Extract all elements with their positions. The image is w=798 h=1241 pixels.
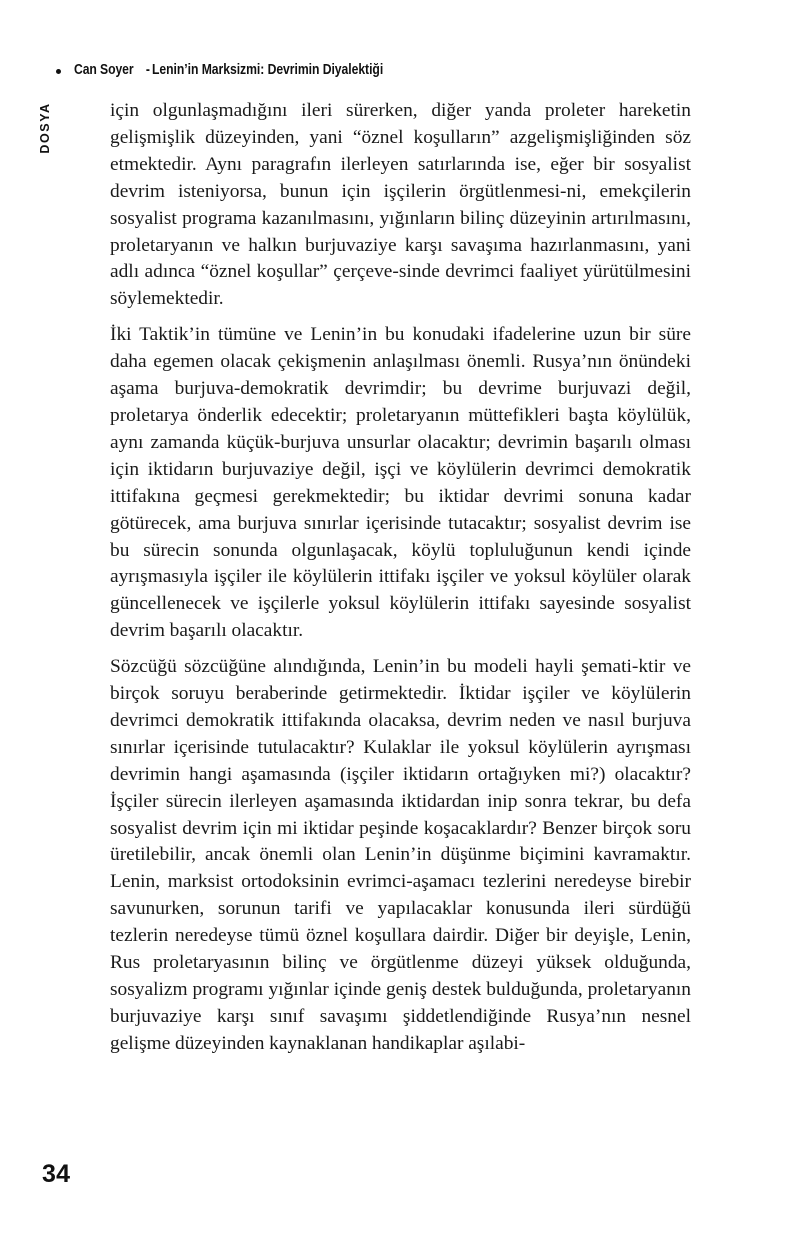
header-separator: - [145,62,150,78]
header-author: Can Soyer [74,61,134,78]
header-article-title: Lenin’in Marksizmi: Devrimin Diyalektiği [151,61,383,78]
paragraph: Sözcüğü sözcüğüne alındığında, Lenin’in bu modeli hayli şemati-ktir ve birçok soruyu beraberinde getirmektedir. İktidar işçiler ve köylülerin devrimci demokratik ittifakında olacaksa, devrim neden ve nasıl burjuva sınırlar içerisinde tutulacaktır? Kulaklar ile yoksul köylülerin ayrışması devrimin hangi aşamasında (işçiler iktidarın ortağıyken mi?) olacaktır? İşçiler sürecin ilerleyen aşamasında iktidardan inip sonra tekrar, bu defa sosyalist devrim için mi iktidar peşinde koşacaklardır? Benzer birçok soru üretilebilir, ancak önemli olan Lenin’in düşünme biçimini kavramaktır. Lenin, marksist ortodoksinin evrimci-aşamacı tezlerini neredeyse birebir savunurken, sorunun tarifi ve yapılacaklar konusunda ileri sürdüğü tezlerin neredeyse tümü öznel koşullara dairdir. Diğer bir deyişle, Lenin, Rus proletaryasının bilinç ve örgütlenme düzeyi yüksek olduğunda, sosyalizm programı yığınlar içinde geniş destek bulduğunda, proletaryanın burjuvaziye karşı sınıf savaşımı şiddetlendiğinde Rusya’nın nesnel gelişme düzeyinden kaynaklanan handikaplar aşılabi- [110,656,691,1054]
running-header [56,62,427,78]
body-text-column [110,98,691,1058]
paragraph: için olgunlaşmadığını ileri sürerken, diğer yanda proleter hareketin gelişmişlik düzeyinden, yani “öznel koşulların” azgelişmişliğinden söz etmektedir. Aynı paragrafın ilerleyen satırlarında ise, eğer bir sosyalist devrim isteniyorsa, bunun için işçilerin örgütlenmesi-ni, emekçilerin sosyalist programa kazanılmasını, yığınların bilinç düzeyinin artırılmasını, proletaryanın ve halkın burjuvaziye karşı savaşıma hazırlanmasını, yani adlı adınca “öznel koşullar” çerçeve-sinde devrimci faaliyet yürütülmesini söylemektedir. [110,100,691,310]
section-tab [34,88,56,168]
bullet-dot-icon [56,69,61,74]
section-tab-label: DOSYA [38,102,52,154]
page-number: 34 [42,1160,71,1188]
paragraph: İki Taktik’in tümüne ve Lenin’in bu konudaki ifadelerine uzun bir süre daha egemen olacak çekişmenin anlaşılması önemli. Rusya’nın önündeki aşama burjuva-demokratik devrimdir; bu devrime burjuvazi değil, proletarya önderlik edecektir; proletaryanın müttefikleri başta köylülük, aynı zamanda küçük-burjuva unsurlar olacaktır; devrimin başarılı olması için iktidarın burjuvaziye değil, işçi ve köylülerin devrimci demokratik ittifakına geçmesi gerekmektedir; bu iktidar devrimi sonuna kadar götürecek, ama burjuva sınırlar içerisinde tutacaktır; sosyalist devrim ise bu sürecin sonunda olgunlaşacak, köylü topluluğunun kendi içinde ayrışmasıyla işçiler ile köylülerin ittifakı işçiler ve yoksul köylüler olarak güncellenecek ve işçilerle yoksul köylülerin ittifakı sayesinde sosyalist devrim başarılı olacaktır. [110,324,691,642]
